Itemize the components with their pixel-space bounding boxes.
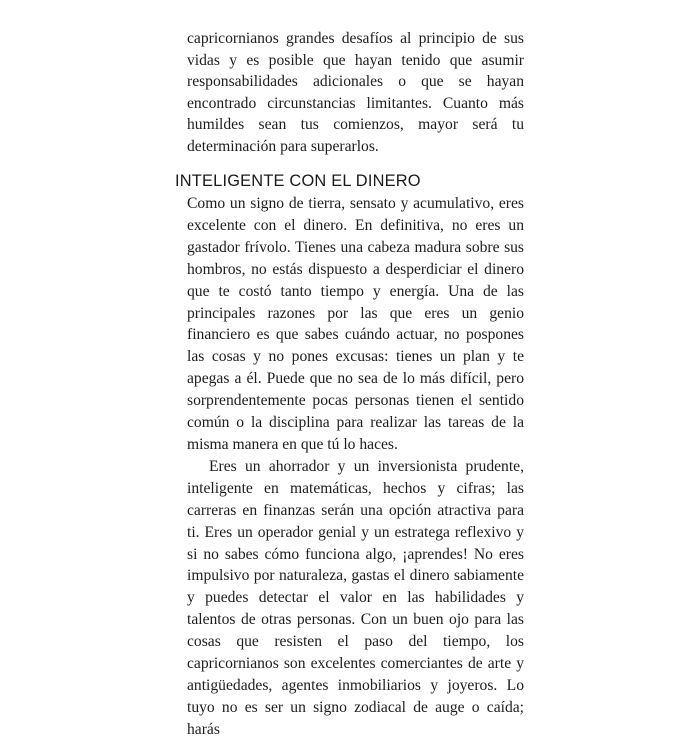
intro-paragraph: capricornianos grandes desafíos al principio de sus vidas y es posible que hayan tenido que asumir responsabilidades adicionales o que se hayan encontrado circunstancias limitantes. Cuanto más humildes sean tus comienzos, mayor será tu determinación para superarlos.: [187, 30, 524, 155]
section-body: [187, 193, 524, 741]
section-heading: INTELIGENTE CON EL DINERO: [175, 172, 421, 190]
body-paragraph-2: Eres un ahorrador y un inversionista prudente, inteligente en matemáticas, hechos y cifras; las carreras en finanzas serán una opción atractiva para ti. Eres un operador genial y un estratega reflexivo y si no sabes cómo funciona algo, ¡aprendes! No eres impulsivo por naturaleza, gastas el dinero sabiamente y puedes detectar el valor en las habilidades y talentos de otras personas. Con un buen ojo para las cosas que resisten el paso del tiempo, los capricornianos son excelentes comerciantes de arte y antigüedades, agentes inmobiliarios y joyeros. Lo tuyo no es ser un signo zodiacal de auge o caída; harás: [187, 457, 524, 738]
body-paragraph-1: Como un signo de tierra, sensato y acumulativo, eres excelente con el dinero. En definitiva, no eres un gastador frívolo. Tienes una cabeza madura sobre sus hombros, no estás dispuesto a desperdiciar el dinero que te costó tanto tiempo y energía. Una de las principales razones por las que eres un genio financiero es que sabes cuándo actuar, no pospones las cosas y no pones excusas: tienes un plan y te apegas a él. Puede que no sea de lo más difícil, pero sorprendentemente pocas personas tienen el sentido común o la disciplina para realizar las tareas de la misma manera en que tú lo haces.: [187, 195, 524, 453]
